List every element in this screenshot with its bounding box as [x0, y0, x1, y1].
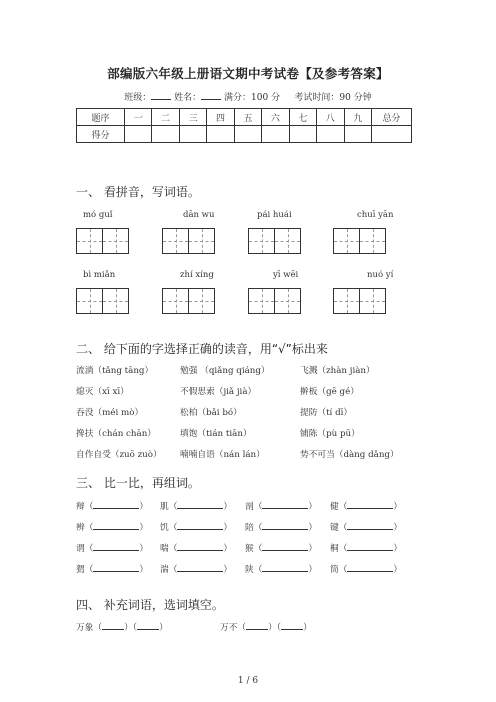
score-cell[interactable]	[317, 126, 344, 143]
score-header-cell: 题序	[77, 109, 125, 126]
score-cell[interactable]	[262, 126, 289, 143]
grid-cell[interactable]	[162, 288, 189, 314]
answer-blank[interactable]	[262, 542, 308, 551]
reading-item: 熄灭（xī xī）	[76, 387, 129, 397]
compare-item: 猴（ ）	[245, 544, 318, 554]
compare-item: 肌（ ）	[160, 502, 233, 512]
writing-grid[interactable]	[248, 288, 301, 314]
reading-item: 搀扶（chán chān）	[76, 429, 156, 439]
name-label: 姓名：	[174, 93, 202, 103]
score-cell[interactable]	[179, 126, 206, 143]
answer-blank[interactable]	[347, 521, 393, 530]
score-table	[76, 108, 412, 143]
pinyin-label: bì miǎn	[83, 270, 116, 280]
score-cell[interactable]	[207, 126, 234, 143]
section1-title: 一、 看拼音，写词语。	[76, 185, 200, 199]
compare-item: 辨（ ）	[76, 523, 149, 533]
grid-cell[interactable]	[76, 288, 103, 314]
compare-item: 筒（ ）	[330, 565, 403, 575]
compare-char: 陕	[245, 565, 254, 575]
compare-char: 猴	[245, 544, 254, 554]
name-blank	[201, 90, 221, 100]
page-title: 部编版六年级上册语文期中考试卷【及参考答案】	[107, 66, 389, 81]
idiom-item: 万象（ ）（ ）	[76, 623, 168, 633]
grid-cell[interactable]	[188, 288, 215, 314]
grid-cell[interactable]	[162, 228, 189, 254]
reading-item: 飞溅（zhàn jiàn）	[300, 366, 375, 376]
compare-item: 喘（ ）	[160, 544, 233, 554]
reading-item: 铺陈（pù pū）	[300, 429, 360, 439]
pinyin-label: pái huái	[257, 210, 292, 220]
grid-cell[interactable]	[274, 228, 301, 254]
score-cell[interactable]	[234, 126, 261, 143]
compare-item: 陕（ ）	[245, 565, 318, 575]
grid-cell[interactable]	[248, 228, 275, 254]
writing-grid[interactable]	[333, 228, 386, 254]
writing-grid[interactable]	[333, 288, 386, 314]
score-cell[interactable]	[152, 126, 179, 143]
score-table-header-row	[77, 109, 412, 126]
answer-blank[interactable]	[93, 542, 139, 551]
answer-blank[interactable]	[246, 621, 268, 630]
compare-char: 陪	[245, 523, 254, 533]
reading-item: 松柏（bǎi bó）	[180, 408, 242, 418]
compare-char: 湍	[160, 565, 169, 575]
reading-item: 流淌（tǎng tāng）	[76, 366, 154, 376]
compare-item: 饥（ ）	[160, 523, 233, 533]
class-label: 班级：	[124, 93, 152, 103]
grid-cell[interactable]	[102, 288, 129, 314]
answer-blank[interactable]	[262, 563, 308, 572]
compare-char: 谓	[76, 544, 85, 554]
idiom-prefix: 万不	[220, 623, 238, 633]
reading-item: 吞没（méi mò）	[76, 408, 144, 418]
score-header-cell: 八	[317, 109, 344, 126]
score-header-cell: 六	[262, 109, 289, 126]
page-number: 1 / 6	[237, 676, 259, 686]
compare-char: 筒	[330, 565, 339, 575]
answer-blank[interactable]	[137, 621, 159, 630]
writing-grid[interactable]	[162, 288, 215, 314]
compare-char: 肌	[160, 502, 169, 512]
answer-blank[interactable]	[93, 500, 139, 509]
score-cell[interactable]	[289, 126, 316, 143]
compare-item: 谓（ ）	[76, 544, 149, 554]
writing-grid[interactable]	[76, 228, 129, 254]
score-header-cell: 三	[179, 109, 206, 126]
grid-cell[interactable]	[102, 228, 129, 254]
pinyin-label: dān wu	[183, 210, 215, 220]
compare-char: 辩	[76, 502, 85, 512]
compare-item: 辩（ ）	[76, 502, 149, 512]
grid-cell[interactable]	[76, 228, 103, 254]
grid-cell[interactable]	[359, 288, 386, 314]
score-table-score-row	[77, 126, 412, 143]
pinyin-label: chuī yān	[357, 210, 394, 220]
section4-title: 四、 补充词语，选词填空。	[76, 598, 224, 612]
pinyin-label: zhí xíng	[180, 270, 214, 280]
compare-item: 猬（ ）	[76, 565, 149, 575]
compare-char: 剖	[245, 502, 254, 512]
score-row-label: 得分	[77, 126, 125, 143]
compare-char: 辨	[76, 523, 85, 533]
reading-item: 自作自受（zuō zuò）	[76, 450, 162, 460]
compare-char: 猬	[76, 565, 85, 575]
pinyin-label: yī wēi	[273, 270, 299, 280]
reading-item: 不假思索（jiǎ jià）	[180, 387, 257, 397]
full-score: 满分：100 分	[224, 93, 281, 103]
reading-item: 势不可当（dàng dǎng）	[300, 450, 399, 460]
reading-item: 提防（tí dī）	[300, 408, 353, 418]
answer-blank[interactable]	[177, 500, 223, 509]
section2-title: 二、 给下面的字选择正确的读音，用“√”标出来	[76, 342, 328, 356]
compare-char: 喘	[160, 544, 169, 554]
grid-cell[interactable]	[359, 228, 386, 254]
writing-grid[interactable]	[162, 228, 215, 254]
answer-blank[interactable]	[177, 521, 223, 530]
grid-cell[interactable]	[274, 288, 301, 314]
answer-blank[interactable]	[262, 521, 308, 530]
answer-blank[interactable]	[102, 621, 124, 630]
section3-title: 三、 比一比，再组词。	[76, 476, 200, 490]
compare-item: 桐（ ）	[330, 544, 403, 554]
pinyin-label: nuó yí	[367, 270, 394, 280]
answer-blank[interactable]	[281, 621, 303, 630]
answer-blank[interactable]	[262, 500, 308, 509]
score-cell[interactable]	[372, 126, 412, 143]
compare-item: 健（ ）	[330, 502, 403, 512]
pinyin-label: mó guǐ	[83, 210, 113, 220]
exam-time: 考试时间：90 分钟	[294, 93, 372, 103]
answer-blank[interactable]	[93, 563, 139, 572]
grid-cell[interactable]	[188, 228, 215, 254]
score-header-cell: 四	[207, 109, 234, 126]
grid-cell[interactable]	[248, 288, 275, 314]
exam-info-line	[0, 90, 496, 103]
score-header-cell: 二	[152, 109, 179, 126]
reading-item: 喃喃自语（nán lán）	[180, 450, 265, 460]
compare-char: 桐	[330, 544, 339, 554]
answer-blank[interactable]	[177, 563, 223, 572]
idiom-item: 万不（ ）（ ）	[220, 623, 312, 633]
reading-item: 勉强 （qiǎng qiáng）	[180, 366, 270, 376]
compare-item: 陪（ ）	[245, 523, 318, 533]
compare-item: 键（ ）	[330, 523, 403, 533]
answer-blank[interactable]	[347, 500, 393, 509]
compare-char: 键	[330, 523, 339, 533]
compare-char: 饥	[160, 523, 169, 533]
reading-item: 填饱（tián tiān）	[180, 429, 252, 439]
answer-blank[interactable]	[347, 563, 393, 572]
writing-grid[interactable]	[76, 288, 129, 314]
score-cell[interactable]	[344, 126, 372, 143]
compare-item: 剖（ ）	[245, 502, 318, 512]
score-header-cell: 总分	[372, 109, 412, 126]
score-cell[interactable]	[125, 126, 152, 143]
answer-blank[interactable]	[347, 542, 393, 551]
compare-char: 健	[330, 502, 339, 512]
score-header-cell: 七	[289, 109, 316, 126]
compare-item: 湍（ ）	[160, 565, 233, 575]
class-blank	[151, 90, 171, 100]
reading-item: 擀板（gē gé）	[300, 387, 359, 397]
score-header-cell: 一	[125, 109, 152, 126]
answer-blank[interactable]	[177, 542, 223, 551]
idiom-prefix: 万象	[76, 623, 94, 633]
answer-blank[interactable]	[93, 521, 139, 530]
score-header-cell: 五	[234, 109, 261, 126]
grid-cell[interactable]	[333, 228, 360, 254]
writing-grid[interactable]	[248, 228, 301, 254]
score-header-cell: 九	[344, 109, 372, 126]
grid-cell[interactable]	[333, 288, 360, 314]
